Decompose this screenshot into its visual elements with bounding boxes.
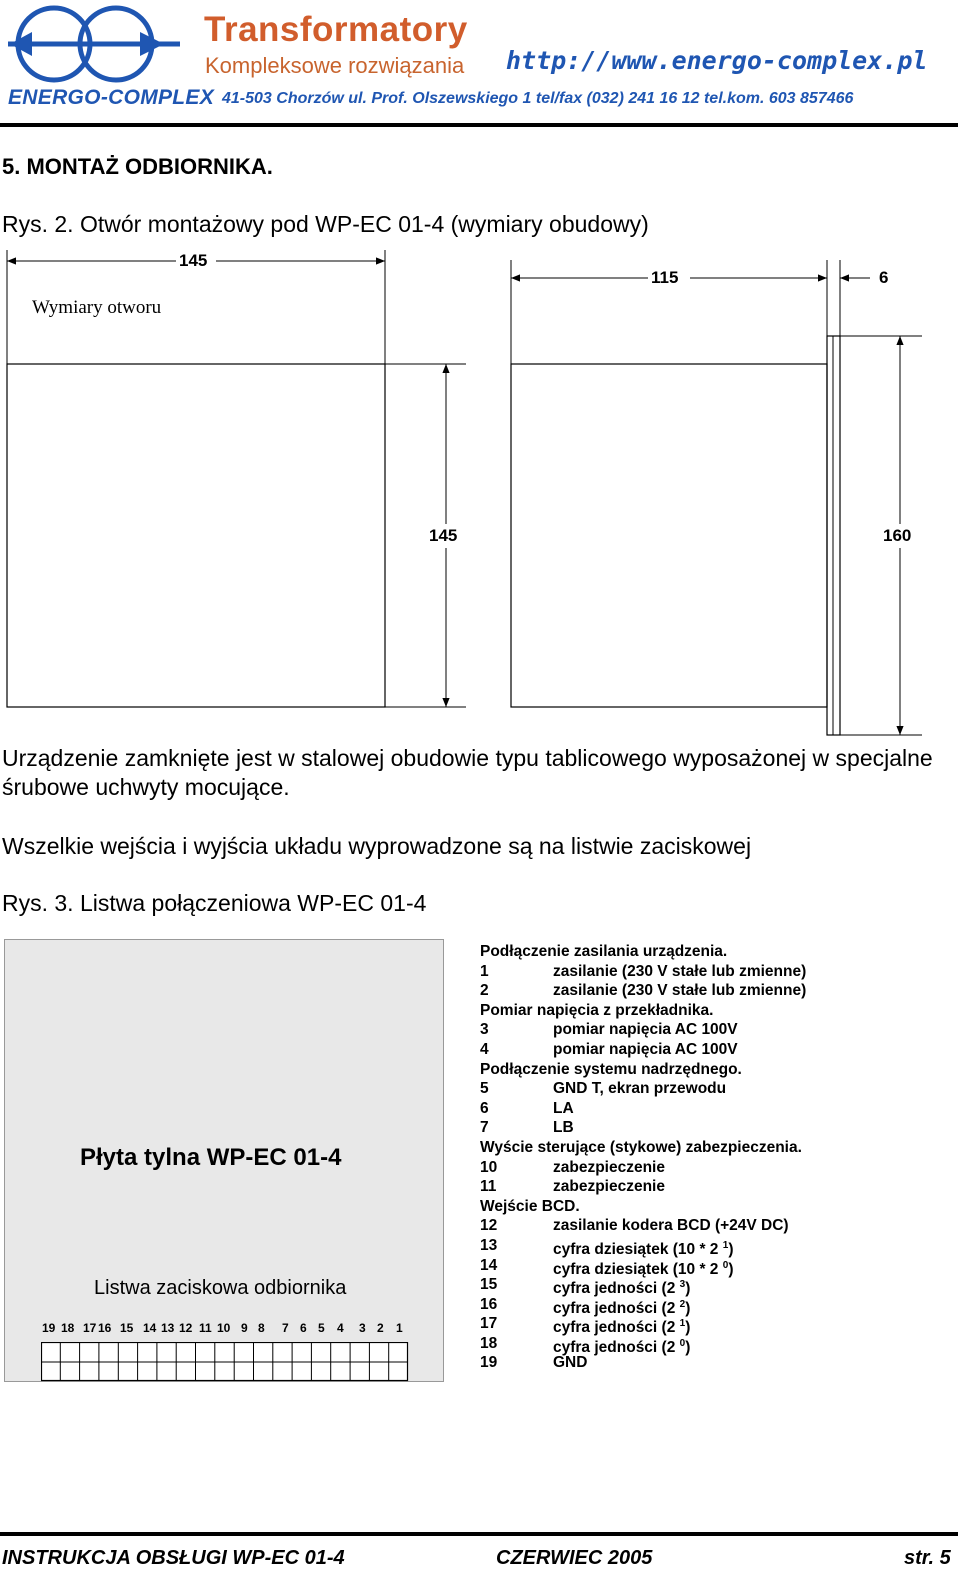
website-link[interactable]: http://www.energo-complex.pl — [506, 46, 928, 75]
footer-divider — [0, 1532, 958, 1536]
logo-name: ENERGO-COMPLEX — [8, 86, 215, 109]
section-title: 5. MONTAŻ ODBIORNIKA. — [2, 154, 273, 179]
legend-terminal-row — [480, 1256, 802, 1276]
legend-terminal-description: LA — [553, 1099, 574, 1117]
legend-terminal-description: zasilanie (230 V stałe lub zmienne) — [553, 962, 807, 980]
terminal-legend — [480, 942, 807, 1373]
legend-terminal-row — [480, 1158, 802, 1178]
legend-group-heading: Wyście sterujące (stykowe) zabezpieczenia. — [480, 1138, 802, 1156]
hole-label: Wymiary otworu — [32, 297, 162, 318]
legend-terminal-row — [480, 962, 807, 982]
legend-terminal-description: cyfra jedności (2 $^0$) — [553, 1337, 691, 1357]
legend-group-heading: Wejście BCD. — [480, 1197, 580, 1215]
terminal-number: 10 — [217, 1321, 231, 1335]
legend-terminal-row — [480, 1079, 802, 1099]
legend-terminal-number: 4 — [480, 1040, 489, 1058]
terminal-number: 2 — [377, 1321, 384, 1335]
legend-terminal-description: zabezpieczenie — [553, 1178, 665, 1196]
legend-terminal-description: GND — [553, 1354, 588, 1372]
legend-terminal-row — [480, 1275, 802, 1298]
legend-terminal-number: 17 — [480, 1315, 498, 1333]
legend-terminal-number: 6 — [480, 1099, 489, 1117]
terminal-number: 13 — [161, 1321, 175, 1335]
legend-terminal-description: zabezpieczenie — [553, 1158, 665, 1176]
legend-terminal-description: cyfra jedności (2 $^3$) — [553, 1279, 691, 1298]
brand-title: Transformatory — [204, 10, 468, 49]
legend-terminal-number: 13 — [480, 1236, 498, 1254]
legend-terminal-number: 15 — [480, 1276, 498, 1294]
legend-terminal-number: 16 — [480, 1295, 498, 1313]
terminal-number: 11 — [199, 1321, 212, 1335]
dim-width-145: 145 — [179, 251, 208, 270]
legend-terminal-description: cyfra dziesiątek (10 * 2 $^1$) — [553, 1239, 734, 1259]
footer-doc-title: INSTRUKCJA OBSŁUGI WP-EC 01-4 — [2, 1547, 345, 1569]
header-divider — [0, 123, 958, 127]
terminal-number: 16 — [98, 1321, 112, 1335]
terminal-strip-label: Listwa zaciskowa odbiornika — [94, 1277, 347, 1299]
legend-terminal-row — [480, 1099, 802, 1119]
footer-date: CZERWIEC 2005 — [496, 1547, 653, 1569]
legend-terminal-row — [480, 1334, 802, 1357]
legend-terminal-number: 19 — [480, 1354, 498, 1372]
legend-terminal-number: 5 — [480, 1080, 489, 1098]
terminal-strip — [41, 1342, 409, 1382]
terminal-number: 6 — [300, 1321, 307, 1335]
legend-terminal-row — [480, 1216, 802, 1236]
company-address: 41-503 Chorzów ul. Prof. Olszewskiego 1 tel/fax (032) 241 16 12 tel.kom. 603 857466 — [222, 90, 854, 107]
terminal-number: 9 — [241, 1321, 248, 1335]
legend-terminal-number: 11 — [480, 1178, 497, 1196]
terminal-number: 12 — [179, 1321, 193, 1335]
legend-terminal-number: 18 — [480, 1334, 498, 1352]
dim-height-145: 145 — [429, 526, 458, 545]
terminal-number: 4 — [337, 1321, 344, 1335]
brand-subtitle: Kompleksowe rozwiązania — [205, 53, 465, 78]
legend-terminal-number: 2 — [480, 982, 489, 1000]
legend-terminal-number: 12 — [480, 1217, 498, 1235]
dim-depth-115: 115 — [651, 268, 679, 287]
legend-terminal-description: zasilanie (230 V stałe lub zmienne) — [553, 982, 807, 1000]
legend-terminal-number: 10 — [480, 1158, 498, 1176]
legend-terminal-number: 3 — [480, 1021, 489, 1039]
legend-terminal-description: cyfra jedności (2 $^2$) — [553, 1298, 691, 1317]
terminal-number: 15 — [120, 1321, 134, 1335]
legend-terminal-row — [480, 1353, 802, 1373]
footer-page-number: str. 5 — [904, 1547, 951, 1569]
legend-terminal-row — [480, 1020, 802, 1040]
terminal-number: 5 — [318, 1321, 325, 1335]
hole-outline — [7, 364, 385, 707]
paragraph-terminals: Wszelkie wejścia i wyjścia układu wyprowadzone są na listwie zaciskowej — [2, 833, 752, 859]
terminal-number: 3 — [359, 1321, 366, 1335]
legend-terminal-description: zasilanie kodera BCD (+24V DC) — [553, 1217, 789, 1235]
legend-terminal-number: 7 — [480, 1119, 489, 1137]
energo-complex-logo-icon — [4, 2, 184, 88]
terminal-number: 17 — [83, 1321, 97, 1335]
legend-terminal-row — [480, 1177, 802, 1197]
terminal-number: 7 — [282, 1321, 289, 1335]
housing-body — [511, 364, 827, 707]
paragraph-housing: Urządzenie zamknięte jest w stalowej obudowie typu tablicowego wyposażonej w specjalne śrubowe uchwyty mocujące. — [2, 745, 933, 800]
legend-terminal-row — [480, 1118, 802, 1138]
legend-terminal-description: LB — [553, 1119, 574, 1137]
legend-terminal-row — [480, 981, 807, 1001]
legend-terminal-description: cyfra dziesiątek (10 * 2 $^0$) — [553, 1259, 734, 1278]
terminal-number: 19 — [42, 1321, 56, 1335]
legend-terminal-description: cyfra jedności (2 $^1$) — [553, 1318, 691, 1337]
legend-group-heading: Podłączenie zasilania urządzenia. — [480, 943, 728, 960]
legend-group-heading: Podłączenie systemu nadrzędnego. — [480, 1060, 742, 1078]
legend-terminal-row — [480, 1295, 802, 1315]
legend-terminal-number: 14 — [480, 1256, 498, 1274]
terminal-number: 1 — [396, 1321, 403, 1335]
legend-terminal-description: GND T, ekran przewodu — [553, 1080, 727, 1098]
legend-terminal-description: pomiar napięcia AC 100V — [553, 1040, 738, 1058]
panel-title: Płyta tylna WP-EC 01-4 — [80, 1144, 342, 1171]
legend-terminal-row — [480, 1236, 802, 1259]
legend-terminal-row — [480, 1314, 802, 1337]
dim-height-160: 160 — [883, 526, 912, 545]
legend-terminal-description: pomiar napięcia AC 100V — [553, 1021, 738, 1039]
legend-terminal-row — [480, 1040, 802, 1060]
legend-group-heading: Pomiar napięcia z przekładnika. — [480, 1001, 714, 1019]
figure-2-caption: Rys. 2. Otwór montażowy pod WP-EC 01-4 (wymiary obudowy) — [2, 211, 649, 237]
dim-flange-6: 6 — [879, 268, 889, 287]
terminal-number: 14 — [143, 1321, 157, 1335]
figure-3-caption: Rys. 3. Listwa połączeniowa WP-EC 01-4 — [2, 890, 427, 916]
legend-terminal-number: 1 — [480, 962, 489, 980]
terminal-number: 8 — [258, 1321, 265, 1335]
terminal-number: 18 — [61, 1321, 75, 1335]
